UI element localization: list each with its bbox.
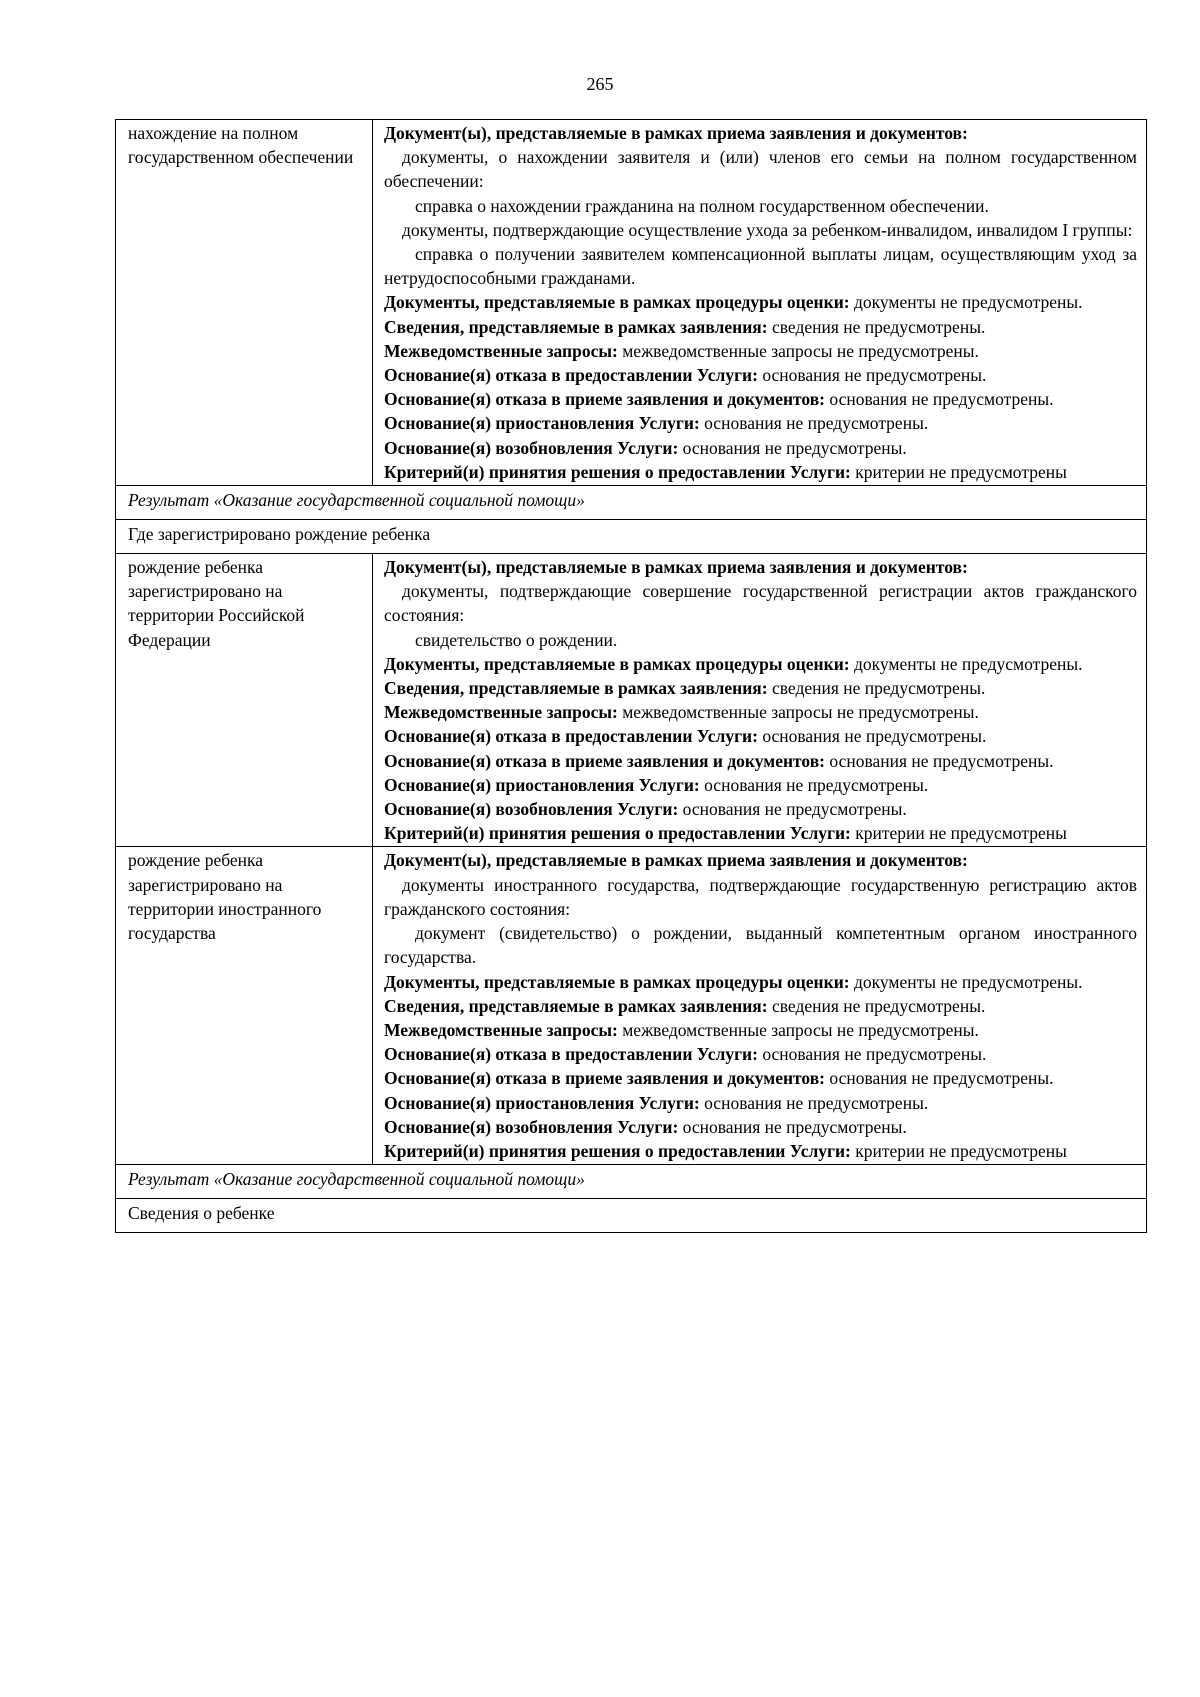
- condition-row: [116, 847, 1147, 1165]
- requirement-text: основания не предусмотрены.: [825, 389, 1054, 410]
- requirement-label: Основание(я) возобновления Услуги:: [384, 1116, 679, 1137]
- requirement-paragraph: [384, 700, 1137, 724]
- requirement-text: основания не предусмотрены.: [757, 726, 987, 747]
- requirement-text: документы иностранного государства, подтверждающие государственную регистрацию актов гражданского состояния:: [384, 874, 1137, 919]
- requirement-label: Основание(я) возобновления Услуги:: [384, 799, 679, 820]
- section-header-cell: Где зарегистрировано рождение ребенка: [116, 520, 1147, 554]
- requirement-paragraph: [384, 315, 1137, 339]
- document-item: [384, 921, 1137, 969]
- requirement-paragraph: [384, 387, 1137, 411]
- requirement-label: Документ(ы), представляемые в рамках приема заявления и документов:: [384, 557, 968, 578]
- requirement-text: документы не предусмотрены.: [849, 292, 1083, 313]
- requirement-text: основания не предусмотрены.: [678, 799, 907, 820]
- requirements-cell: [373, 554, 1147, 847]
- requirement-paragraph: [384, 994, 1137, 1018]
- requirement-text: справка о нахождении гражданина на полном государственном обеспечении.: [415, 195, 989, 216]
- requirement-label: Документы, представляемые в рамках процедуры оценки:: [384, 292, 850, 313]
- condition-row: [116, 120, 1147, 486]
- condition-cell: нахождение на полном государственном обеспечении: [116, 120, 373, 486]
- requirement-paragraph: [384, 724, 1137, 748]
- requirement-label: Основание(я) отказа в приеме заявления и документов:: [384, 389, 826, 410]
- requirement-text: сведения не предусмотрены.: [767, 678, 986, 699]
- page-number: 265: [586, 74, 614, 94]
- document-item: [384, 194, 1137, 218]
- requirement-label: Критерий(и) принятия решения о предоставлении Услуги:: [384, 823, 851, 844]
- requirement-paragraph: [384, 1042, 1137, 1066]
- requirement-text: документы, о нахождении заявителя и (или) членов его семьи на полном государственном обеспечении:: [384, 147, 1137, 192]
- requirement-paragraph: [384, 436, 1137, 460]
- requirement-text: документ (свидетельство) о рождении, выданный компетентным органом иностранного государства.: [384, 923, 1137, 968]
- requirement-paragraph: [384, 555, 1137, 579]
- requirement-text: критерии не предусмотрены: [850, 461, 1067, 482]
- requirement-label: Документы, представляемые в рамках процедуры оценки:: [384, 971, 850, 992]
- requirement-text: основания не предусмотрены.: [678, 437, 907, 458]
- condition-cell: рождение ребенка зарегистрировано на территории иностранного государства: [116, 847, 373, 1165]
- requirement-label: Сведения, представляемые в рамках заявления:: [384, 995, 768, 1016]
- requirements-cell: [373, 120, 1147, 486]
- requirement-text: основания не предусмотрены.: [825, 750, 1054, 771]
- requirement-text: основания не предусмотрены.: [699, 774, 929, 795]
- requirement-paragraph: [384, 339, 1137, 363]
- requirement-label: Межведомственные запросы:: [384, 702, 618, 723]
- requirement-paragraph: [384, 749, 1137, 773]
- section-header-row: [116, 520, 1147, 554]
- document-item: [384, 873, 1137, 921]
- requirement-label: Основание(я) отказа в приеме заявления и документов:: [384, 1068, 826, 1089]
- requirement-text: критерии не предусмотрены: [850, 1140, 1067, 1161]
- requirement-label: Основание(я) приостановления Услуги:: [384, 413, 700, 434]
- condition-row: [116, 554, 1147, 847]
- requirement-text: основания не предусмотрены.: [757, 365, 987, 386]
- requirement-paragraph: [384, 290, 1137, 314]
- requirement-text: свидетельство о рождении.: [415, 629, 618, 650]
- requirement-text: документы не предусмотрены.: [849, 971, 1083, 992]
- requirement-text: критерии не предусмотрены: [850, 823, 1067, 844]
- requirements-cell: [373, 847, 1147, 1165]
- requirement-text: межведомственные запросы не предусмотрены.: [617, 702, 979, 723]
- result-row: [116, 486, 1147, 520]
- requirement-text: основания не предусмотрены.: [699, 413, 929, 434]
- services-table-body: [116, 120, 1147, 1233]
- services-table: [115, 119, 1147, 1233]
- requirement-paragraph: [384, 1115, 1137, 1139]
- requirement-label: Документы, представляемые в рамках процедуры оценки:: [384, 653, 850, 674]
- requirement-paragraph: [384, 970, 1137, 994]
- document-item: [384, 145, 1137, 193]
- requirement-paragraph: [384, 460, 1137, 484]
- requirement-label: Сведения, представляемые в рамках заявления:: [384, 316, 768, 337]
- requirement-text: документы, подтверждающие совершение государственной регистрации актов гражданского состояния:: [384, 581, 1137, 626]
- requirement-label: Основание(я) возобновления Услуги:: [384, 437, 679, 458]
- section-header-row: [116, 1199, 1147, 1233]
- requirement-label: Документ(ы), представляемые в рамках приема заявления и документов:: [384, 123, 968, 143]
- requirement-paragraph: [384, 821, 1137, 845]
- result-cell: Результат «Оказание государственной социальной помощи»: [116, 486, 1147, 520]
- requirement-paragraph: [384, 676, 1137, 700]
- requirement-paragraph: [384, 652, 1137, 676]
- requirement-paragraph: [384, 1139, 1137, 1163]
- requirement-paragraph: [384, 411, 1137, 435]
- requirement-text: основания не предусмотрены.: [678, 1116, 907, 1137]
- requirement-text: межведомственные запросы не предусмотрены.: [617, 340, 979, 361]
- requirement-paragraph: [384, 773, 1137, 797]
- requirement-label: Межведомственные запросы:: [384, 1019, 618, 1040]
- requirement-paragraph: [384, 121, 1137, 145]
- requirement-label: Основание(я) отказа в предоставлении Услуги:: [384, 726, 758, 747]
- requirement-label: Основание(я) отказа в предоставлении Услуги:: [384, 1044, 758, 1065]
- document-item: [384, 242, 1137, 290]
- result-row: [116, 1165, 1147, 1199]
- document-item: [384, 579, 1137, 627]
- requirement-label: Сведения, представляемые в рамках заявления:: [384, 678, 768, 699]
- result-cell: Результат «Оказание государственной социальной помощи»: [116, 1165, 1147, 1199]
- requirement-paragraph: [384, 1091, 1137, 1115]
- requirement-text: сведения не предусмотрены.: [767, 995, 986, 1016]
- requirement-paragraph: [384, 1018, 1137, 1042]
- requirement-paragraph: [384, 1066, 1137, 1090]
- requirement-text: документы, подтверждающие осуществление ухода за ребенком-инвалидом, инвалидом I группы:: [402, 219, 1133, 240]
- requirement-text: основания не предусмотрены.: [699, 1092, 929, 1113]
- requirement-label: Критерий(и) принятия решения о предоставлении Услуги:: [384, 1140, 851, 1161]
- requirement-text: документы не предусмотрены.: [849, 653, 1083, 674]
- document-item: [384, 218, 1137, 242]
- requirement-text: основания не предусмотрены.: [757, 1044, 987, 1065]
- requirement-label: Критерий(и) принятия решения о предоставлении Услуги:: [384, 461, 851, 482]
- section-header-cell: Сведения о ребенке: [116, 1199, 1147, 1233]
- requirement-label: Основание(я) приостановления Услуги:: [384, 774, 700, 795]
- requirement-label: Основание(я) отказа в предоставлении Услуги:: [384, 365, 758, 386]
- condition-cell: рождение ребенка зарегистрировано на территории Российской Федерации: [116, 554, 373, 847]
- requirement-label: Основание(я) приостановления Услуги:: [384, 1092, 700, 1113]
- requirement-text: сведения не предусмотрены.: [767, 316, 986, 337]
- requirement-paragraph: [384, 797, 1137, 821]
- requirement-label: Основание(я) отказа в приеме заявления и документов:: [384, 750, 826, 771]
- requirement-text: справка о получении заявителем компенсационной выплаты лицам, осуществляющим уход за нетрудоспособными гражданами.: [384, 244, 1137, 289]
- document-item: [384, 628, 1137, 652]
- requirement-text: межведомственные запросы не предусмотрены.: [617, 1019, 979, 1040]
- requirement-paragraph: [384, 848, 1137, 872]
- requirement-text: основания не предусмотрены.: [825, 1068, 1054, 1089]
- requirement-label: Межведомственные запросы:: [384, 340, 618, 361]
- requirement-paragraph: [384, 363, 1137, 387]
- requirement-label: Документ(ы), представляемые в рамках приема заявления и документов:: [384, 850, 968, 871]
